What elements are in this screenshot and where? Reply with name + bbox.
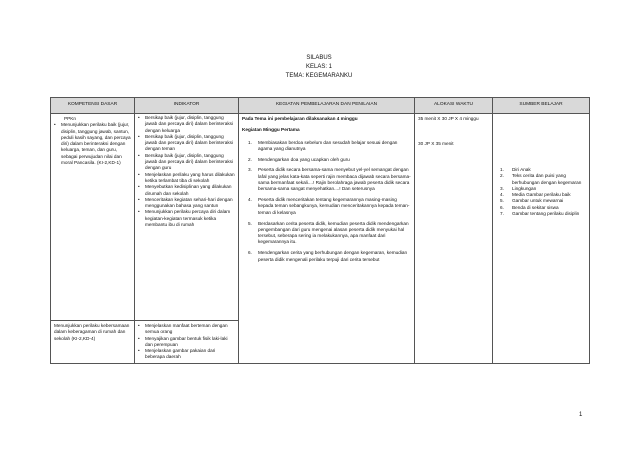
list-item: 3. Lingkungan bbox=[500, 185, 537, 191]
list-item: • Menyajikan gambar bentuk fisik laki-laki dan perempuan bbox=[138, 336, 235, 349]
kegiatan-intro: Pada Tema ini pembelajaran dilaksanakan 4 minggu bbox=[242, 116, 358, 121]
list-item: • Menjelaskan perilaku yang harus dilakukan ketika terlambat tiba di sekolah bbox=[138, 172, 235, 185]
sumber-cell bbox=[493, 114, 590, 364]
list-item: • Menunjukkan perilaku percaya diri dalam kegiatan-kegiatan termasuk ketika membantu ibu di rumah bbox=[138, 209, 235, 228]
list-item: 5. Gambar untuk mewarnai bbox=[500, 198, 564, 204]
list-item: • Menjelaskan manfaat berteman dengan semua orang bbox=[138, 323, 235, 336]
doc-theme: TEMA: KEGEMARANKU bbox=[285, 73, 353, 79]
sumber-list bbox=[496, 167, 586, 217]
table-row bbox=[51, 114, 590, 321]
alokasi-cell bbox=[415, 114, 493, 364]
list-item: • Bersikap baik (jujur, disiplin, tanggung jawab dan percaya diri) dalam berinteraksi dengan teman bbox=[138, 134, 235, 153]
syllabus-table bbox=[50, 97, 590, 364]
list-item: 4. Peserta didik menceritakan tentang kegemarannya masing-masing kepada teman sebangkunya, kemudian menceritakannya kepada teman-teman di kelasnya bbox=[248, 197, 410, 215]
col-header-kompetensi: KOMPETENSI DASAR bbox=[51, 98, 135, 114]
list-item: • Menjelaskan gambar pakaian dari beberapa daerah bbox=[138, 348, 235, 361]
kegiatan-list bbox=[242, 140, 411, 263]
list-item: • Bersikap baik (jujur, disiplin, tanggung jawab dan percaya diri) dalam berinteraksi dengan guru bbox=[138, 153, 235, 172]
table-header-row bbox=[51, 98, 590, 114]
col-header-indikator: INDIKATOR bbox=[135, 98, 239, 114]
list-item: 1. Membiasakan berdoa sebelum dan sesudah belajar sesuai dengan agama yang dianutnya bbox=[248, 139, 398, 151]
kd-cell-1 bbox=[51, 114, 135, 321]
list-item: 1. Diri Anak bbox=[500, 167, 531, 172]
list-item: 6. Benda di sekitar siswa bbox=[500, 204, 559, 210]
page-number: 1 bbox=[579, 412, 583, 418]
list-item: 5. Berdasarkan cerita peserta didik, kemudian peserta didik mendengarkan pengembangan dari guru mengenai alasan peserta didik menyukai hal tersebut, seberapa sering ia melakukannya, apa manfaat dari kegemarannya itu. bbox=[248, 220, 409, 245]
list-item: 2. Mendengarkan doa yang ucapkan oleh guru bbox=[248, 156, 350, 162]
kegiatan-cell bbox=[239, 114, 415, 364]
alokasi-total: 35 menit X 30 JP X 4 minggu bbox=[418, 116, 479, 121]
kd-list bbox=[54, 122, 131, 166]
doc-title: SILABUS bbox=[306, 55, 332, 61]
indikator-list-2 bbox=[138, 323, 235, 361]
col-header-alokasi: ALOKASI WAKTU bbox=[415, 98, 493, 114]
list-item: • Bersikap baik (jujur, disiplin, tanggung jawab dan percaya diri) dalam berinteraksi dengan keluarga bbox=[138, 115, 235, 134]
list-item: • Menunjukkan perilaku baik (jujur, disiplin, tanggung jawab, santun, peduli kasih sayang, dan percaya diri) dalam berinteraksi dengan keluarga, teman, dan guru, sebagai perwujudan nilai dan moral Pancasila. (KI-2,KD-1) bbox=[54, 122, 131, 166]
list-item: 6. Mendengarkan cerita yang berhubungan dengan kegemaran, kemudian peserta didik mengenali perilaku terpuji dari cerita tersebut bbox=[248, 250, 408, 262]
list-item: 2. Teks cerita dan puisi yang berhubungan dengan kegemaran bbox=[500, 173, 582, 185]
indikator-list-1 bbox=[138, 115, 235, 228]
doc-class: KELAS: 1 bbox=[305, 64, 332, 70]
list-item: 3. Peserta didik secara bersama-sama menyebut yel-yel semangat dengan lafal yang jelas kata-kata seperti rajin membaca dijawab secara bersama-sama bermanfaat sekali....! Rajin berolahraga jawab peserta didik secara bersama-sama sangat menyehatkan....! Dan seterusnya bbox=[248, 167, 411, 192]
list-item: 4. Media Gambar perilaku baik bbox=[500, 192, 571, 198]
col-header-sumber: SUMBER BELAJAR bbox=[493, 98, 590, 114]
list-item: • Menyebutkan kedisiplinan yang dilakukan dirumah dan sekolah bbox=[138, 184, 235, 197]
indikator-cell-1 bbox=[135, 114, 239, 321]
kd-subject: PPKn bbox=[64, 116, 76, 121]
kegiatan-subtitle: Kegiatan Minggu Pertama bbox=[242, 127, 300, 133]
indikator-cell-2 bbox=[135, 321, 239, 364]
kd-text: Menunjukkan perilaku kebersamaan dalam keberagaman di rumah dan sekolah (KI-2,KD-4) bbox=[54, 323, 130, 341]
col-header-kegiatan: KEGIATAN PEMBELAJARAN DAN PENILAIAN bbox=[239, 98, 415, 114]
list-item: • Menceritakan kegiatan sehari-hari dengan menggunakan bahasa yang santun bbox=[138, 197, 235, 210]
list-item: 7. Gambar tentang perilaku disiplin bbox=[500, 211, 580, 217]
alokasi-per-week: 30 JP X 35 menit bbox=[418, 141, 454, 147]
kd-cell-2 bbox=[51, 321, 135, 364]
